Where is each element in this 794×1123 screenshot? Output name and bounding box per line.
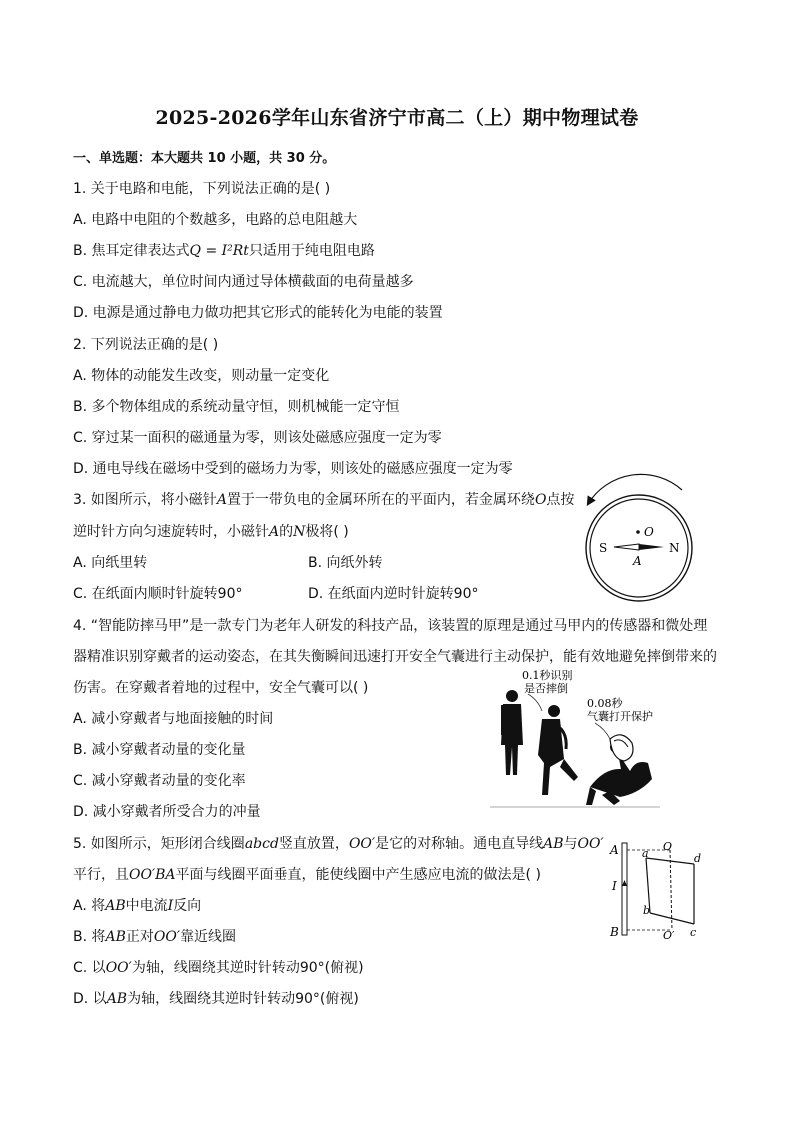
q5-coil-figure (606, 838, 716, 942)
q3-var-a: A (269, 524, 280, 540)
q1-option-b-text: B. 焦耳定律表达式 (73, 243, 190, 259)
q4-option-d: D. 减小穿戴者所受合力的冲量 (73, 804, 261, 820)
q3-option-a: A. 向纸里转 (73, 555, 148, 571)
q1-stem: 1. 关于电路和电能，下列说法正确的是( ) (73, 181, 331, 197)
q3-stem-line2 (73, 521, 349, 541)
q3-text: 置于一带负电的金属环所在的平面内，若金属环绕 (226, 492, 535, 508)
q5-var: I (167, 898, 174, 914)
standing-person-icon (501, 690, 523, 775)
q5-var: AB (105, 929, 126, 945)
label-o: O (663, 840, 673, 853)
label-c: c (690, 926, 697, 939)
label-b: b (643, 904, 651, 917)
q3-text: 极将( ) (305, 524, 349, 540)
q5-var: OO′ (153, 929, 181, 945)
q1-option-a: A. 电路中电阻的个数越多，电路的总电阻越大 (73, 212, 358, 228)
label-s: S (599, 541, 608, 555)
q4-stem-line3: 伤害。在穿戴者着地的过程中，安全气囊可以( ) (73, 680, 369, 696)
q3-option-c: C. 在纸面内顺时针旋转90° (73, 586, 243, 602)
leaning-person-icon (538, 705, 578, 795)
q5-option-a (73, 895, 201, 915)
label-n: N (669, 541, 680, 555)
q5-var: OO′ (348, 836, 376, 852)
label-a: a (642, 847, 649, 860)
needle-south (614, 544, 639, 550)
q3-stem-line1 (73, 489, 574, 509)
q5-var: AB (105, 898, 126, 914)
q5-text: 5. 如图所示，矩形闭合线圈 (73, 836, 245, 852)
q3-text: 逆时针方向匀速旋转时，小磁针 (73, 524, 269, 540)
q5-var: AB (106, 991, 128, 1007)
q4-stem-line1: 4. “智能防摔马甲”是一款专门为老年人研发的科技产品，该装置的原理是通过马甲内的传感器和微处理 (73, 618, 708, 634)
q3-var-a: A (216, 492, 227, 508)
q5-text: 为轴，线圈绕其逆时针转动90°(俯视) (131, 960, 364, 976)
label-d: d (694, 852, 702, 865)
label-o: O (644, 525, 654, 539)
label-a: A (633, 554, 642, 568)
airbag-icon (610, 735, 633, 761)
q5-stem-line2 (73, 864, 541, 884)
q3-text: 的 (279, 524, 294, 540)
fig-label-2a: 0.08秒 (587, 697, 623, 710)
q3-ring-figure (574, 470, 704, 604)
label-b-upper: B (610, 925, 619, 939)
q3-text: 3. 如图所示，将小磁针 (73, 492, 217, 508)
q4-fall-figure (490, 667, 720, 812)
q4-stem-line2: 器精准识别穿戴者的运动姿态，在其失衡瞬间迅速打开安全气囊进行主动保护，能有效地避免摔倒带来的 (73, 649, 717, 665)
q5-text: 平行，且 (73, 867, 129, 883)
q1-option-c: C. 电流越大，单位时间内通过导体横截面的电荷量越多 (73, 274, 414, 290)
q5-text: B. 将 (73, 929, 106, 945)
q3-var-n: N (293, 524, 306, 540)
q5-stem-line1 (73, 833, 604, 853)
q5-var: OO′ (105, 960, 132, 976)
q5-var: abcd (244, 836, 279, 852)
q4-option-b: B. 减小穿戴者动量的变化量 (73, 742, 246, 758)
q3-option-b: B. 向纸外转 (308, 555, 383, 571)
q2-stem: 2. 下列说法正确的是( ) (73, 337, 219, 353)
center-dot (636, 530, 640, 534)
q2-option-c: C. 穿过某一面积的磁通量为零，则该处磁感应强度一定为零 (73, 430, 442, 446)
fig-label-1b: 是否摔倒 (524, 682, 568, 695)
q5-option-c (73, 957, 364, 977)
q3-text: 点按 (546, 492, 575, 508)
q5-option-d (73, 988, 359, 1008)
q1-option-b-text-2: 只适用于纯电阻电路 (248, 243, 375, 259)
q4-option-c: C. 减小穿戴者动量的变化率 (73, 773, 246, 789)
q5-text: 正对 (125, 929, 154, 945)
section-heading: 一、单选题：本大题共 10 小题，共 30 分。 (73, 151, 336, 166)
q5-text: 靠近线圈 (180, 929, 237, 945)
fig-label-1a: 0.1秒识别 (522, 669, 573, 682)
q1-formula: Q = I²Rt (189, 243, 249, 259)
q5-option-b (73, 926, 236, 946)
q5-text: 为轴，线圈绕其逆时针转动90°(俯视) (127, 991, 359, 1007)
q5-text: 中电流 (125, 898, 168, 914)
label-i: I (612, 879, 617, 893)
q5-var: OO′ (577, 836, 604, 852)
q5-var: OO′BA (129, 867, 176, 883)
q1-option-b (73, 240, 375, 260)
q5-text: A. 将 (73, 898, 106, 914)
q2-option-d: D. 通电导线在磁场中受到的磁场力为零，则该处的磁感应强度一定为零 (73, 461, 513, 477)
needle-north (639, 544, 664, 550)
label-o-prime: O′ (663, 929, 675, 942)
page-title: 2025-2026学年山东省济宁市高二（上）期中物理试卷 (155, 107, 639, 129)
q2-option-a: A. 物体的动能发生改变，则动量一定变化 (73, 368, 330, 384)
q5-text: 竖直放置， (278, 836, 349, 852)
q5-text: 反向 (173, 898, 202, 914)
q5-text: C. 以 (73, 960, 106, 976)
fig-label-2b: 气囊打开保护 (587, 710, 653, 723)
q5-text: 平面与线圈平面垂直，能使线圈中产生感应电流的做法是( ) (175, 867, 541, 883)
q3-var-o: O (534, 492, 547, 508)
label-a-upper: A (610, 843, 619, 857)
q5-text: 是它的对称轴。通电直导线 (375, 836, 544, 852)
q2-option-b: B. 多个物体组成的系统动量守恒，则机械能一定守恒 (73, 399, 400, 415)
q5-text: 与 (563, 836, 578, 852)
q1-option-d: D. 电源是通过静电力做功把其它形式的能转化为电能的装置 (73, 305, 443, 321)
q5-text: D. 以 (73, 991, 107, 1007)
q5-var: AB (543, 836, 564, 852)
q3-option-d: D. 在纸面内逆时针旋转90° (308, 586, 479, 602)
wire-ab (622, 843, 627, 935)
q4-option-a: A. 减小穿戴者与地面接触的时间 (73, 711, 274, 727)
